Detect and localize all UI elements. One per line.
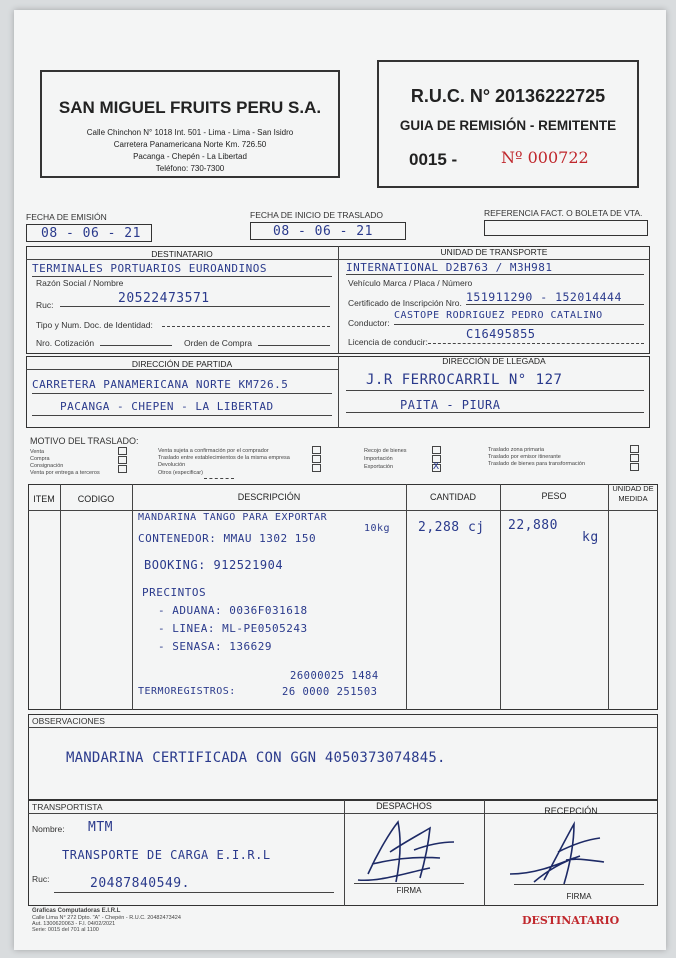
fecha-emision-label: FECHA DE EMISIÓN [26, 212, 107, 222]
th-codigo: CODIGO [77, 494, 115, 504]
orden-label: Orden de Compra [184, 338, 253, 348]
transportista-nombre-value-2: TRANSPORTE DE CARGA E.I.R.L [62, 848, 271, 862]
recepcion-firma-label: FIRMA [566, 892, 592, 901]
desc-line-1: MANDARINA TANGO PARA EXPORTAR [138, 512, 328, 523]
conductor-label: Conductor: [348, 318, 390, 328]
th-item: ITEM [33, 494, 55, 504]
licencia-value: C16495855 [466, 327, 536, 341]
motivo-venta: Venta [30, 449, 45, 455]
fecha-emision-field [26, 224, 152, 242]
motivo-consignacion: Consignación [30, 463, 64, 469]
check-compra[interactable] [118, 456, 127, 464]
observaciones-value: MANDARINA CERTIFICADA CON GGN 4050373074845. [66, 750, 446, 766]
vehiculo-value: INTERNATIONAL D2B763 / M3H981 [346, 261, 553, 274]
llegada-line-1: J.R FERROCARRIL N° 127 [366, 372, 563, 388]
check-devolucion[interactable] [312, 464, 321, 472]
fecha-emision-value: 08 - 06 - 21 [41, 226, 141, 241]
printer-line-1: Graficas Computadoras E.I.R.L [32, 908, 121, 914]
desc-line-8: TERMOREGISTROS: [138, 686, 236, 697]
printer-line-4: Serie: 0015 del 701 al 1100 [32, 927, 99, 933]
desc-line-6: - LINEA: ML-PE0505243 [158, 622, 308, 635]
check-recojo[interactable] [432, 446, 441, 454]
doc-series: 0015 - [409, 150, 458, 169]
transportista-header: TRANSPORTISTA [32, 802, 103, 812]
motivo-title: MOTIVO DEL TRASLADO: [30, 436, 139, 446]
check-venta-sujeta[interactable] [312, 446, 321, 454]
motivo-venta-terceros: Venta por entrega a terceros [30, 470, 100, 476]
th-unidad: UNIDAD DE MEDIDA [612, 484, 654, 503]
fecha-inicio-value: 08 - 06 - 21 [273, 224, 373, 239]
referencia-label: REFERENCIA FACT. O BOLETA DE VTA. [484, 208, 643, 218]
partida-header: DIRECCIÓN DE PARTIDA [131, 359, 233, 369]
th-descripcion: DESCRIPCIÓN [237, 492, 301, 502]
cotizacion-label: Nro. Cotización [36, 338, 95, 348]
referencia-field [484, 220, 648, 236]
doc-number: Nº 000722 [501, 148, 589, 167]
company-address-3: Pacanga - Chepén - La Libertad [133, 152, 247, 161]
check-exportacion-mark: X [433, 461, 440, 472]
llegada-header: DIRECCIÓN DE LLEGADA [442, 356, 546, 366]
motivo-compra: Compra [30, 456, 50, 462]
company-phone: Teléfono: 730-7300 [155, 164, 225, 173]
motivo-transformacion: Traslado de bienes para transformación [488, 461, 586, 467]
ruc-number: R.U.C. N° 20136222725 [410, 86, 606, 106]
vehiculo-label: Vehículo Marca / Placa / Número [348, 278, 473, 288]
despachos-firma-label: FIRMA [396, 886, 422, 895]
partida-line-1: CARRETERA PANAMERICANA NORTE KM726.5 [32, 378, 289, 391]
fecha-inicio-field [250, 222, 406, 240]
recepcion-signature [504, 818, 614, 894]
copy-label: DESTINATARIO [522, 914, 620, 927]
check-emisor-itinerante[interactable] [630, 454, 639, 462]
desc-line-5: - ADUANA: 0036F031618 [158, 604, 308, 617]
company-box [40, 70, 340, 178]
ruc-dest-value: 20522473571 [118, 291, 210, 306]
transportista-ruc-label: Ruc: [32, 874, 50, 884]
recepcion-header: RECEPCIÓN [544, 806, 598, 816]
licencia-label: Licencia de conducir: [348, 337, 428, 347]
motivo-otros: Otros (especificar) [158, 470, 203, 476]
company-address-2: Carretera Panamericana Norte Km. 726.50 [113, 140, 267, 149]
despachos-header: DESPACHOS [376, 801, 432, 811]
printer-line-2: Calle Lima N° 272 Dpto. "A" - Chepén - R.U.C. 20482473424 [32, 915, 181, 921]
motivo-venta-sujeta: Venta sujeta a confirmación por el comprador [158, 448, 269, 454]
th-cantidad: CANTIDAD [429, 492, 476, 502]
transporte-header: UNIDAD DE TRANSPORTE [440, 247, 548, 257]
fecha-inicio-label: FECHA DE INICIO DE TRASLADO [250, 210, 384, 220]
razon-social-label: Razón Social / Nombre [36, 278, 124, 288]
printer-line-3: Aut. 1300620063 - F.I. 04/02/2021 [32, 921, 116, 927]
termoregistro-2: 26 0000 251503 [282, 686, 378, 698]
destinatario-header: DESTINATARIO [151, 249, 213, 259]
peso-unit: kg [582, 530, 599, 545]
transportista-ruc-value: 20487840549. [90, 876, 190, 891]
tipo-doc-label: Tipo y Num. Doc. de Identidad: [36, 320, 153, 330]
razon-social-value: TERMINALES PORTUARIOS EUROANDINOS [32, 262, 268, 275]
motivo-devolucion: Devolución [158, 462, 186, 468]
certificado-value: 151911290 - 152014444 [466, 290, 622, 304]
company-address-1: Calle Chinchon N° 1018 Int. 501 - Lima - Lima - San Isidro [86, 128, 294, 137]
partida-line-2: PACANGA - CHEPEN - LA LIBERTAD [60, 400, 274, 413]
desc-unit: 10kg [364, 523, 391, 534]
motivo-importacion: Importación [364, 456, 393, 462]
guia-document [14, 10, 666, 950]
certificado-label: Certificado de Inscripción Nro. [348, 298, 462, 308]
motivo-traslado-estab: Traslado entre establecimientos de la misma empresa [158, 455, 290, 461]
conductor-value: CASTOPE RODRIGUEZ PEDRO CATALINO [394, 310, 603, 321]
motivo-emisor-itinerante: Traslado por emisor itinerante [488, 454, 561, 460]
desc-line-4: PRECINTOS [142, 586, 207, 599]
ruc-box [377, 60, 639, 188]
desc-line-3: BOOKING: 912521904 [144, 558, 284, 572]
check-venta[interactable] [118, 447, 127, 455]
motivo-recojo: Recojo de bienes [364, 448, 407, 454]
check-exportacion[interactable] [432, 461, 441, 472]
transportista-nombre-value: MTM [88, 820, 113, 835]
check-consignacion[interactable] [118, 465, 127, 473]
motivo-zona-primaria: Traslado zona primaria [488, 447, 545, 453]
observaciones-label: OBSERVACIONES [32, 716, 105, 726]
llegada-line-2: PAITA - PIURA [400, 398, 501, 412]
desc-line-2: CONTENEDOR: MMAU 1302 150 [138, 532, 317, 545]
th-peso: PESO [541, 491, 567, 501]
cantidad-value: 2,288 cj [418, 520, 485, 535]
transportista-nombre-label: Nombre: [32, 824, 65, 834]
check-zona-primaria[interactable] [630, 445, 639, 453]
doc-type: GUIA DE REMISIÓN - REMITENTE [399, 118, 617, 133]
company-name: SAN MIGUEL FRUITS PERU S.A. [58, 98, 322, 117]
motivo-exportacion: Exportación [364, 464, 394, 470]
ruc-dest-label: Ruc: [36, 300, 54, 310]
check-traslado-estab[interactable] [312, 455, 321, 463]
peso-value: 22,880 [508, 518, 558, 533]
termoregistro-1: 26000025 1484 [290, 670, 379, 682]
check-transformacion[interactable] [630, 463, 639, 471]
desc-line-7: - SENASA: 136629 [158, 640, 272, 653]
